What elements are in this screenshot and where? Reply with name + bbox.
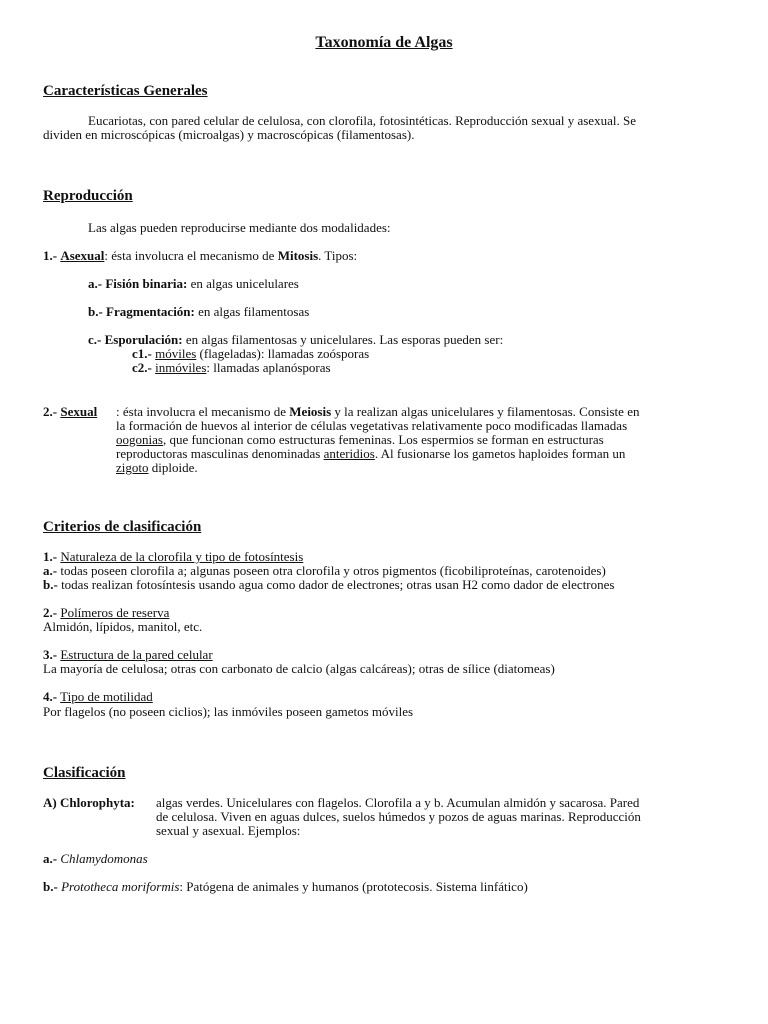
sexual-l3 xyxy=(116,433,726,447)
fragmentacion-text: en algas filamentosas xyxy=(194,304,310,319)
criterio-1-b-text: todas realizan fotosíntesis usando agua como dador de electrones; otras usan H2 como dador de electrones xyxy=(57,577,615,592)
criterio-1-number: 1.- xyxy=(43,549,58,564)
prototheca-name: Prototheca moriformis xyxy=(61,879,180,894)
criterio-1-a-label: a.- xyxy=(43,563,58,578)
zigoto-term: zigoto xyxy=(116,460,149,475)
ejemplo-a xyxy=(43,852,148,866)
caracteristicas-line-1: Eucariotas, con pared celular de celulosa, con clorofila, fotosintéticas. Reproducción sexual y asexual. Se xyxy=(88,113,636,128)
sexual-l4-text-end: . Al fusionarse los gametos haploides forman un xyxy=(374,446,626,461)
asexual-line xyxy=(43,249,357,263)
criterio-4-label: Tipo de motilidad xyxy=(60,689,153,704)
sexual-label: Sexual xyxy=(60,404,98,419)
asexual-text: : ésta involucra el mecanismo de xyxy=(104,248,278,263)
sexual-l3-text: , que funcionan como estructuras femeninas. Los espermios se forman en estructuras xyxy=(162,432,604,447)
oogonias-term: oogonias xyxy=(116,432,163,447)
anteridios-term: anteridios xyxy=(323,446,375,461)
criterio-4-number: 4.- xyxy=(43,689,58,704)
c1-label: c1.- xyxy=(132,346,152,361)
inmoviles-text: : llamadas aplanósporas xyxy=(206,360,331,375)
criterio-4-title xyxy=(43,690,153,704)
chlorophyta-l2: de celulosa. Viven en aguas dulces, suelos húmedos y pozos de aguas marinas. Reproducción xyxy=(156,809,641,824)
prototheca-text: : Patógena de animales y humanos (prototecosis. Sistema linfático) xyxy=(179,879,528,894)
moviles-text: (flageladas): llamadas zoósporas xyxy=(196,346,370,361)
esporas-inmoviles-item xyxy=(132,361,331,375)
caracteristicas-line-2: dividen en microscópicas (microalgas) y macroscópicas (filamentosas). xyxy=(43,127,415,142)
criterio-3-text: La mayoría de celulosa; otras con carbonato de calcio (algas calcáreas); otras de sílice (diatomeas) xyxy=(43,661,555,676)
criterio-1-a xyxy=(43,564,606,578)
esporulacion-label: c.- Esporulación: xyxy=(88,332,183,347)
criterio-1-label: Naturaleza de la clorofila y tipo de fotosíntesis xyxy=(60,549,304,564)
sexual-l2: la formación de huevos al interior de células vegetativas relativamente poco modificadas llamadas xyxy=(116,418,628,433)
meiosis-keyword: Meiosis xyxy=(289,404,332,419)
criterio-1-title xyxy=(43,550,303,564)
sexual-l1 xyxy=(116,405,726,419)
heading-reproduccion: Reproducción xyxy=(43,188,133,204)
criterio-3-number: 3.- xyxy=(43,647,58,662)
fision-binaria-item xyxy=(88,277,299,291)
c2-label: c2.- xyxy=(132,360,152,375)
esporas-moviles-item xyxy=(132,347,369,361)
criterio-4-text: Por flagelos (no poseen ciclios); las inmóviles poseen gametos móviles xyxy=(43,704,414,719)
heading-caracteristicas: Características Generales xyxy=(43,83,208,99)
asexual-label: Asexual xyxy=(60,248,105,263)
fragmentacion-item xyxy=(88,305,309,319)
sexual-number: 2.- xyxy=(43,404,58,419)
sexual-l5-text: diploide. xyxy=(148,460,198,475)
ejemplo-b-label: b.- xyxy=(43,879,58,894)
criterio-2-text: Almidón, lípidos, manitol, etc. xyxy=(43,619,203,634)
chlamydomonas-name: Chlamydomonas xyxy=(60,851,148,866)
sexual-l5 xyxy=(116,461,198,475)
fragmentacion-label: b.- Fragmentación: xyxy=(88,304,195,319)
chlorophyta-l3: sexual y asexual. Ejemplos: xyxy=(156,823,301,838)
asexual-text-end: . Tipos: xyxy=(318,248,358,263)
esporulacion-text: en algas filamentosas y unicelulares. Las esporas pueden ser: xyxy=(182,332,504,347)
criterio-1-b xyxy=(43,578,614,592)
criterio-3-label: Estructura de la pared celular xyxy=(60,647,213,662)
fision-binaria-label: a.- Fisión binaria: xyxy=(88,276,188,291)
sexual-label-line xyxy=(43,405,97,419)
document-title: Taxonomía de Algas xyxy=(315,34,453,51)
criterio-1-b-label: b.- xyxy=(43,577,58,592)
sexual-l4-text: reproductoras masculinas denominadas xyxy=(116,446,324,461)
criterio-2-title xyxy=(43,606,169,620)
chlorophyta-label: A) Chlorophyta: xyxy=(43,795,135,810)
sexual-l4 xyxy=(116,447,726,461)
moviles-term: móviles xyxy=(155,346,197,361)
sexual-l1-text-end: y la realizan algas unicelulares y filamentosas. Consiste en xyxy=(331,404,640,419)
ejemplo-b xyxy=(43,880,528,894)
heading-clasificacion: Clasificación xyxy=(43,765,126,781)
inmoviles-term: inmóviles xyxy=(155,360,207,375)
criterio-1-a-text: todas poseen clorofila a; algunas poseen otra clorofila y otros pigmentos (ficobiliproteínas, carotenoides) xyxy=(57,563,606,578)
asexual-number: 1.- xyxy=(43,248,58,263)
heading-criterios: Criterios de clasificación xyxy=(43,519,202,535)
esporulacion-item xyxy=(88,333,503,347)
reproduccion-intro: Las algas pueden reproducirse mediante dos modalidades: xyxy=(88,220,391,235)
criterio-3-title xyxy=(43,648,213,662)
ejemplo-a-label: a.- xyxy=(43,851,58,866)
criterio-2-number: 2.- xyxy=(43,605,58,620)
criterio-2-label: Polímeros de reserva xyxy=(60,605,170,620)
fision-binaria-text: en algas unicelulares xyxy=(187,276,299,291)
sexual-l1-text: : ésta involucra el mecanismo de xyxy=(116,404,290,419)
mitosis-keyword: Mitosis xyxy=(277,248,319,263)
chlorophyta-l1: algas verdes. Unicelulares con flagelos. Clorofila a y b. Acumulan almidón y sacarosa. Pared xyxy=(156,795,640,810)
